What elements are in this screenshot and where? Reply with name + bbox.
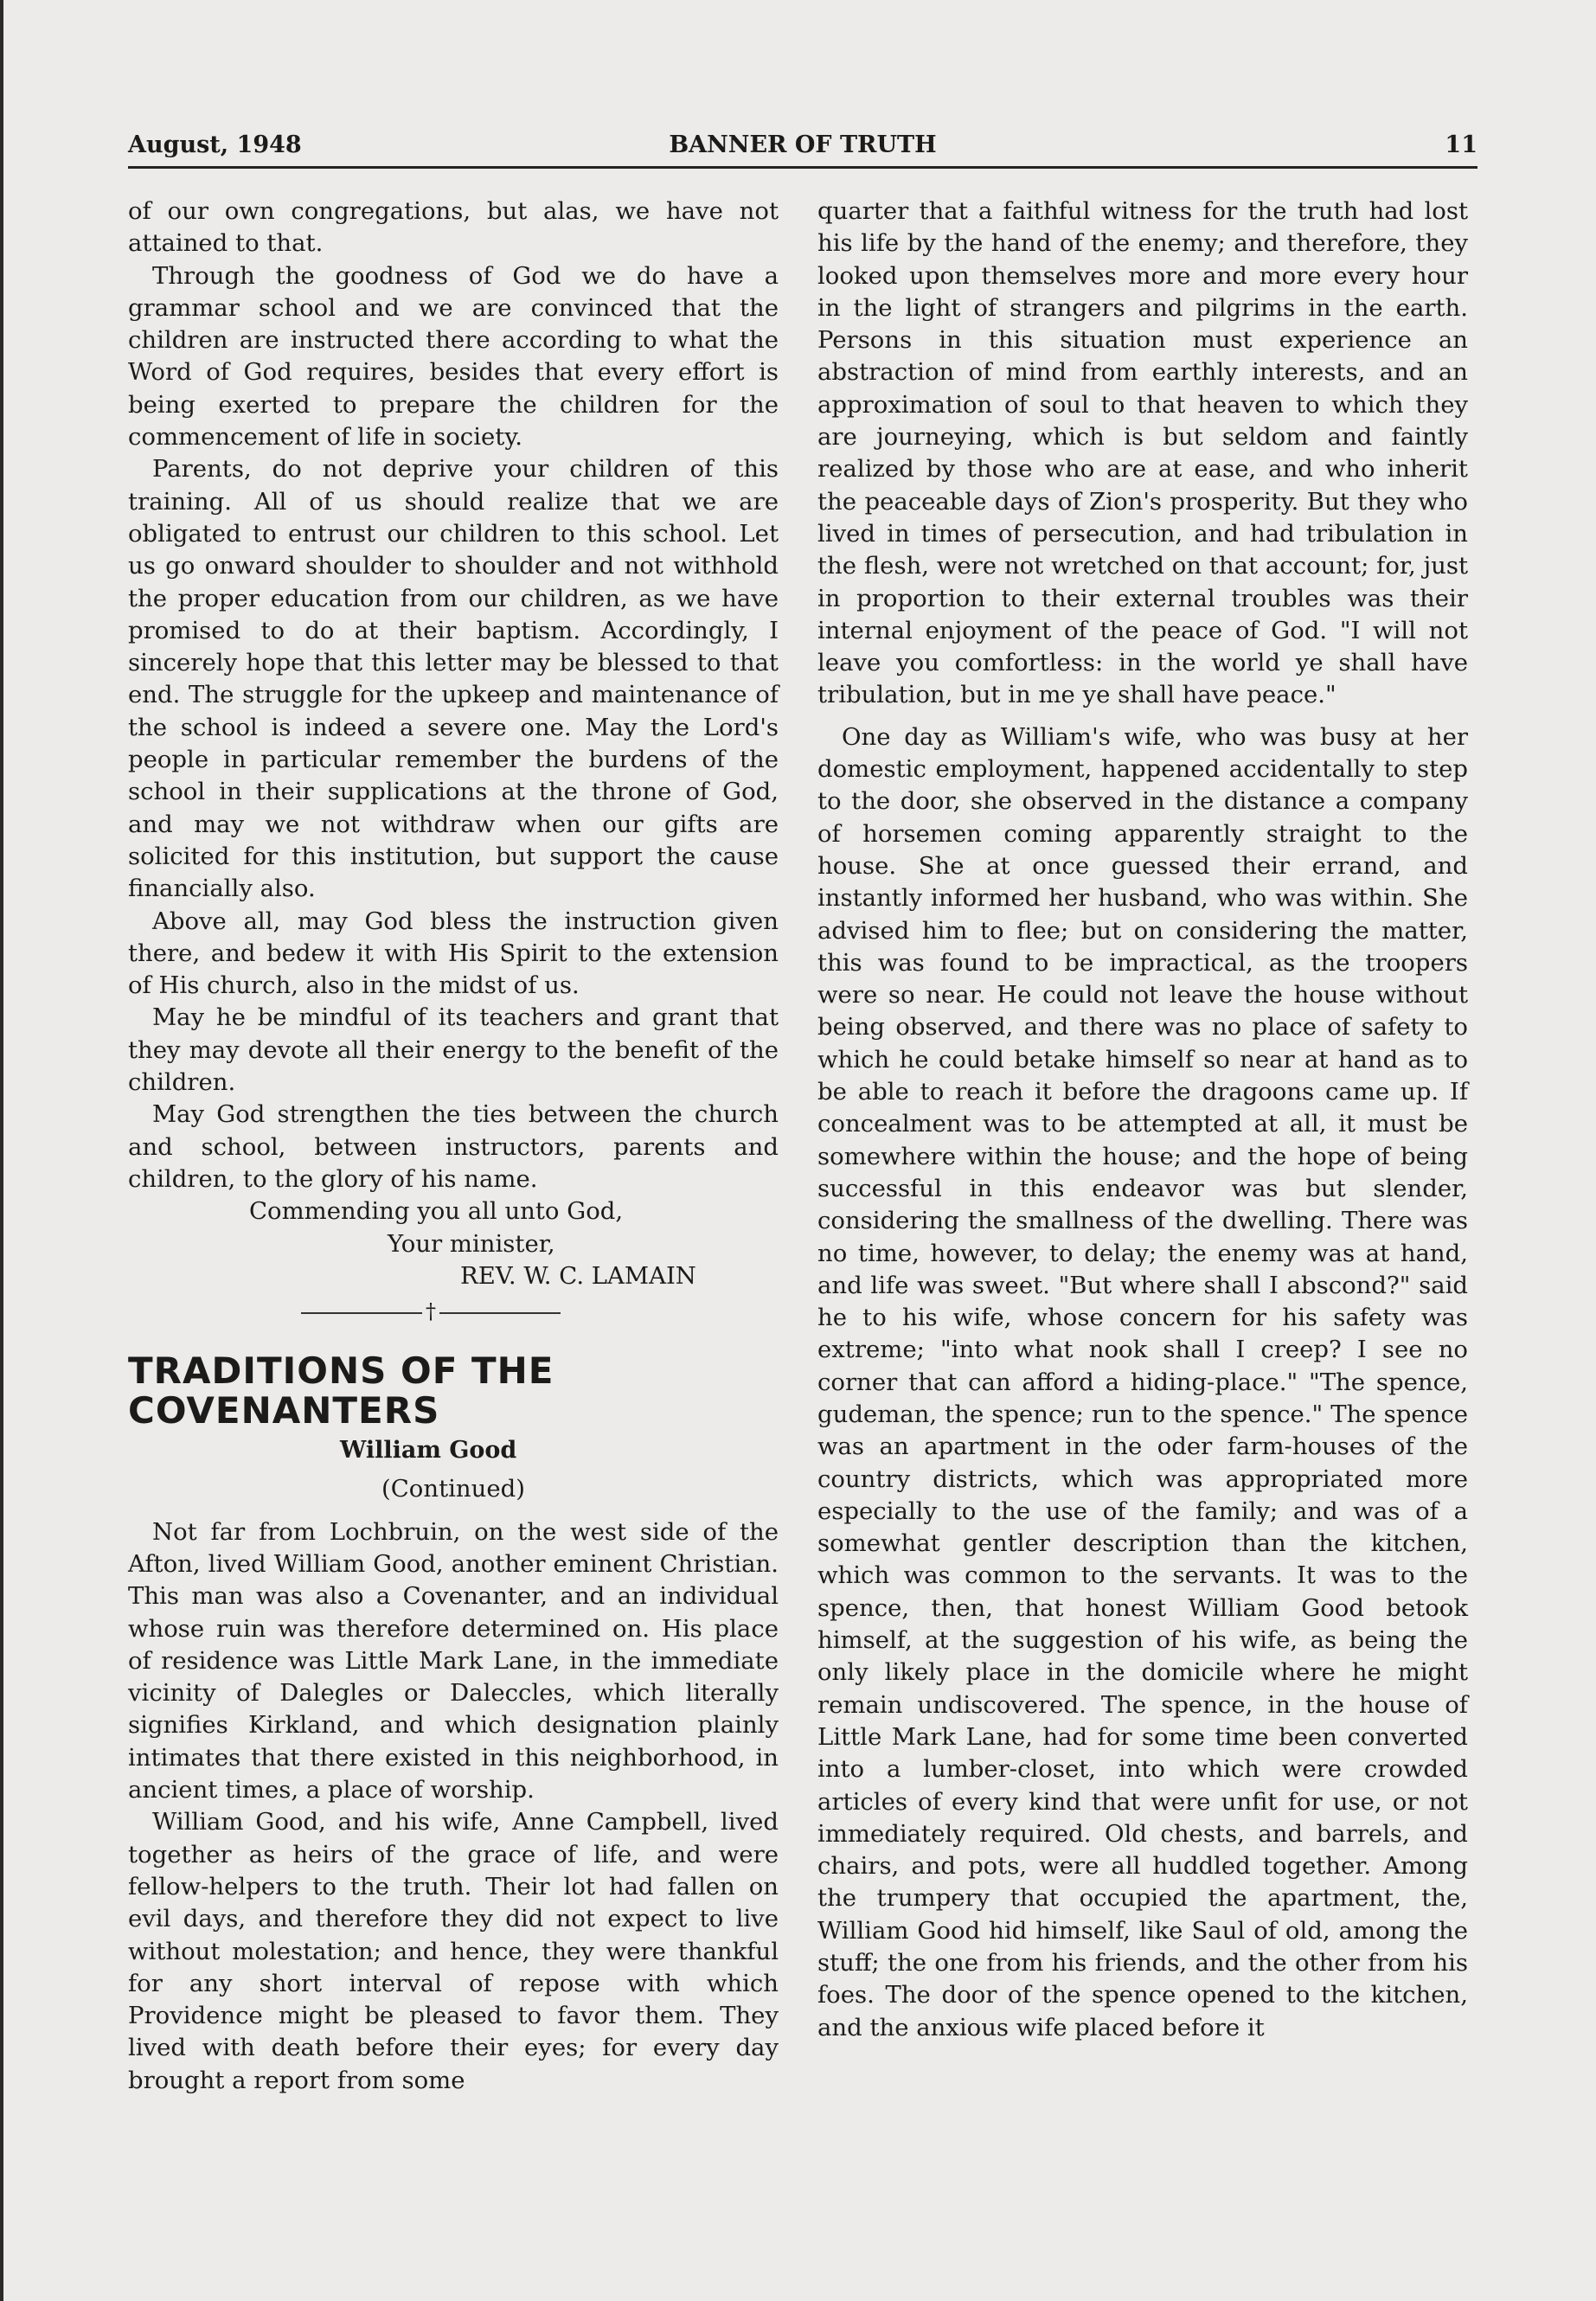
- letter-closing: [128, 1195, 779, 1292]
- article-subtitle: (Continued): [381, 1475, 525, 1503]
- paragraph: Above all, may God bless the instruction given there, and bedew it with His Spirit to the extension of His church, also in the midst of us.: [128, 907, 779, 1000]
- article-title: [128, 1351, 779, 1431]
- publication-title: BANNER OF TRUTH: [669, 131, 937, 158]
- paragraph: quarter that a faithful witness for the truth had lost his life by the hand of the enemy; and therefore, they looked upon themselves more and more every hour in the light of strangers and pilgrims in the earth. Persons in this situation must experience an abstraction of mind from earthly interests, and an approximation of soul to that heaven to which they are journeying, which is but seldom and faintly realized by those who are at ease, and who inherit the peaceable days of Zion's prosperity. But they who lived in times of persecution, and had tribulation in the flesh, were not wretched on that account; for, just in proportion to their external troubles was their internal enjoyment of the peace of God. "I will not leave you comfortless: in the world ye shall have tribulation, but in me ye shall have peace.": [817, 197, 1468, 709]
- right-column: [817, 195, 1468, 2044]
- signature: REV. W. C. LAMAIN: [460, 1261, 696, 1290]
- paragraph: Through the goodness of God we do have a grammar school and we are convinced that the children are instructed there according to what the Word of God requires, besides that every effort is being exerted to prepare the children for the commencement of life in society.: [128, 261, 779, 452]
- paragraph: May God strengthen the ties between the church and school, between instructors, parents and children, to the glory of his name.: [128, 1100, 779, 1193]
- section-divider: [128, 1298, 779, 1327]
- paragraph: One day as William's wife, who was busy at her domestic employment, happened accidentally to step to the door, she observed in the distance a company of horsemen coming apparently straight to the house. She at once guessed their errand, and instantly informed her husband, who was within. She advised him to flee; but on considering the matter, this was found to be impractical, as the troopers were so near. He could not leave the house without being observed, and there was no place of safety to which he could betake himself so near at hand as to be able to reach it before the dragoons came up. If concealment was to be attempted at all, it must be somewhere within the house; and the hope of being successful in this endeavor was but slender, considering the smallness of the dwelling. There was no time, however, to delay; the enemy was at hand, and life was sweet. "But where shall I abscond?" said he to his wife, whose concern for his safety was extreme; "into what nook shall I creep? I see no corner that can afford a hiding-place." "The spence, gudeman, the spence; run to the spence." The spence was an apartment in the oder farm-houses of the country districts, which was appropriated more especially to the use of the family; and was of a somewhat gentler description than the kitchen, which was common to the servants. It was to the spence, then, that honest William Good betook himself, at the suggestion of his wife, as being the only likely place in the domicile where he might remain undiscovered. The spence, in the house of Little Mark Lane, had for some time been converted into a lumber-closet, into which were crowded articles of every kind that were unfit for use, or not immediately required. Old chests, and barrels, and chairs, and pots, were all huddled together. Among the trumpery that occupied the apartment, the, William Good hid himself, like Saul of old, among the stuff; the one from his friends, and the other from his foes. The door of the spence opened to the kitchen, and the anxious wife placed before it: [817, 722, 1468, 2041]
- article-title-line: COVENANTERS: [128, 1389, 440, 1433]
- page-scan-edge: [0, 0, 3, 2301]
- running-header: [128, 128, 1477, 169]
- paragraph: William Good, and his wife, Anne Campbell, lived together as heirs of the grace of life, and were fellow-helpers to the truth. Their lot had fallen on evil days, and therefore they did not expect to live without molestation; and hence, they were thankful for any short interval of repose with which Providence might be pleased to favor them. They lived with death before their eyes; for every day brought a report from some: [128, 1808, 779, 2094]
- paragraph: of our own congregations, but alas, we have not attained to that.: [128, 197, 779, 258]
- closing-line: Your minister,: [388, 1229, 555, 1258]
- page-number: 11: [1445, 131, 1477, 158]
- paragraph: May he be mindful of its teachers and grant that they may devote all their energy to the benefit of the children.: [128, 1003, 779, 1097]
- left-column: [128, 195, 779, 2097]
- dagger-icon: †: [422, 1296, 439, 1328]
- closing-line: Commending you all unto God,: [249, 1197, 624, 1226]
- issue-date: August, 1948: [128, 131, 302, 158]
- paragraph: Parents, do not deprive your children of this training. All of us should realize that we are obligated to entrust our children to this school. Let us go onward shoulder to shoulder and not withhold the proper education from our children, as we have promised to do at their baptism. Accordingly, I sincerely hope that this letter may be blessed to that end. The struggle for the upkeep and maintenance of the school is indeed a severe one. May the Lord's people in particular remember the burdens of the school in their supplications at the throne of God, and may we not withdraw when our gifts are solicited for this institution, but support the cause financially also.: [128, 455, 779, 903]
- paragraph: Not far from Lochbruin, on the west side of the Afton, lived William Good, another eminent Christian. This man was also a Covenanter, and an individual whose ruin was therefore determined on. His place of residence was Little Mark Lane, in the immediate vicinity of Dalegles or Daleccles, which literally signifies Kirkland, and which designation plainly intimates that there existed in this neighborhood, in ancient times, a place of worship.: [128, 1517, 779, 1804]
- article-author: William Good: [340, 1437, 517, 1465]
- article-title-line: TRADITIONS OF THE: [128, 1349, 554, 1393]
